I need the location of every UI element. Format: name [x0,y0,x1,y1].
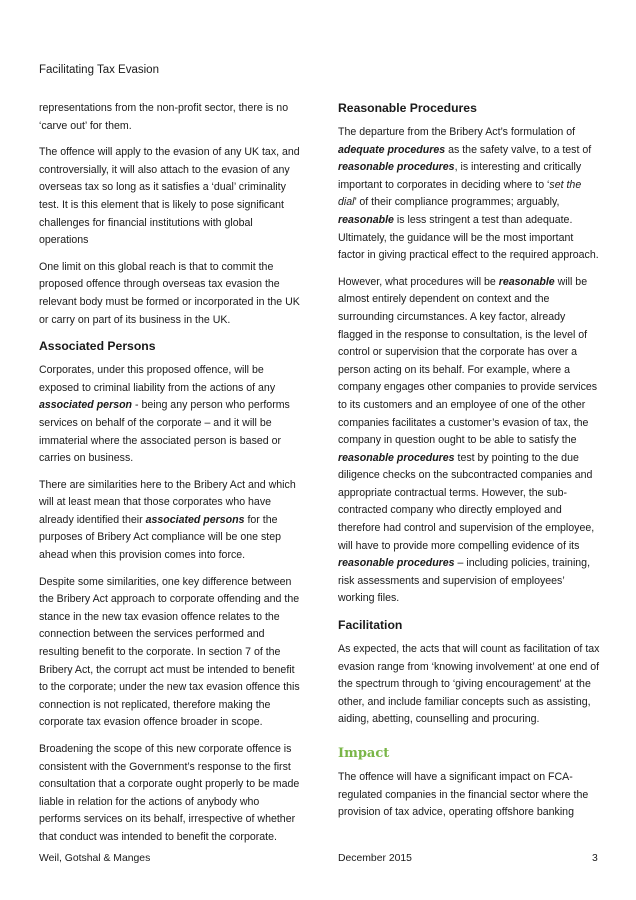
emphasis: reasonable [338,213,394,226]
text-run: - being any person who performs services on behalf of the corporate – and it will be immaterial where the associated person is based or carries on business. [39,399,290,465]
text-run: There are similarities here to the Bribery Act and which will at least mean that those corporates who have already identified their [39,478,296,526]
emphasis: associated person [39,399,133,412]
emphasis: reasonable procedures [338,161,455,174]
paragraph: Broadening the scope of this new corporate offence is consistent with the Government’s response to the first consultation that a corporate ought properly to be made liable in relation for the actions of anybody who performs services on its behalf, irrespective of whether that conduct was intended to benefit the corporate. [39,743,300,843]
text-run: – including policies, training, risk assessments and supervision of employees’ working files. [338,557,591,605]
paragraph [39,477,301,565]
paragraph: As expected, the acts that will count as facilitation of tax evasion range from ‘knowing involvement’ at one end of the spectrum through to ‘giving encouragement’ at the other, and include familiar concepts such as assisting, aiding, abetting, counselling and procuring. [338,643,600,726]
page-number: 3 [592,853,598,864]
text-run: test by pointing to the due diligence checks on the subcontracted companies and appropriate contractual terms. However, the sub-contracted company who directly employed and therefore had control and supervision of the employee, will have to provide more compelling evidence of its [338,451,595,552]
footer-firm-name: Weil, Gotshal & Manges [39,853,151,864]
text-run: ’ of their compliance programmes; arguably, [354,196,560,209]
italic-text: set the dial [338,178,582,209]
left-column [39,100,301,856]
emphasis: reasonable procedures [338,451,455,464]
paragraph [338,274,600,608]
text-run: for the purposes of Bribery Act compliance will be one step ahead when this provision comes into force. [39,513,282,562]
emphasis: reasonable procedures [338,557,455,570]
text-run: Corporates, under this proposed offence, will be exposed to criminal liability from the actions of any [39,364,276,394]
text-run: , is interesting and critically important to corporates in deciding where to ‘ [338,161,582,191]
running-header: Facilitating Tax Evasion [39,64,159,76]
emphasis: reasonable [498,275,555,288]
text-run: is less stringent a test than adequate. Ultimately, the guidance will be the most important factor in giving practical effect to the required approach. [338,213,599,262]
paragraph: The offence will apply to the evasion of any UK tax, and controversially, it will also attach to the evasion of any overseas tax so long as it satisfies a ‘dual’ criminality test. It is this element that is likely to pose significant challenges for financial institutions with global operations [39,146,300,247]
paragraph: Despite some similarities, one key difference between the Bribery Act approach to corporate offending and the stance in the new tax evasion offence relates to the connection between the services performed and resulting benefit to the corporate. In section 7 of the Bribery Act, the corrupt act must be intended to benefit to the corporate; under the new tax evasion offence this connection is not replicated, therefore making the corporate tax evasion offence broader in scope. [39,575,300,729]
paragraph: One limit on this global reach is that to commit the proposed offence through overseas tax evasion the relevant body must be formed or incorporated in the UK or carry on part of its business in the UK. [39,260,300,326]
footer-date: December 2015 [338,853,412,864]
text-run: will be almost entirely dependent on context and the surrounding circumstances. A key factor, already flagged in the response to consultation, is the level of control or supervision that the corporate has over a person acting on its behalf. For example, where a company engages other companies to provide services to its customers and an employee of one of the other companies facilitates a customer’s evasion of tax, the company in question ought to be able to satisfy the [338,275,598,447]
paragraph: representations from the non-profit sector, there is no ‘carve out’ for them. [39,102,289,132]
emphasis: adequate procedures [338,143,446,156]
section-heading-reasonable-procedures: Reasonable Procedures [338,101,477,115]
section-heading-impact: Impact [338,746,390,761]
paragraph [39,362,301,468]
text-run: as the safety valve, to a test of [445,143,592,156]
paragraph: The offence will have a significant impact on FCA-regulated companies in the financial sector where the provision of tax advice, operating offshore banking [338,771,589,819]
section-heading-associated-persons: Associated Persons [39,339,156,354]
paragraph [338,124,600,265]
text-run: However, what procedures will be [338,275,499,288]
section-heading-facilitation: Facilitation [338,618,403,633]
emphasis: associated persons [145,513,245,526]
text-run: The departure from the Bribery Act’s formulation of [338,126,576,138]
right-column [338,100,600,831]
